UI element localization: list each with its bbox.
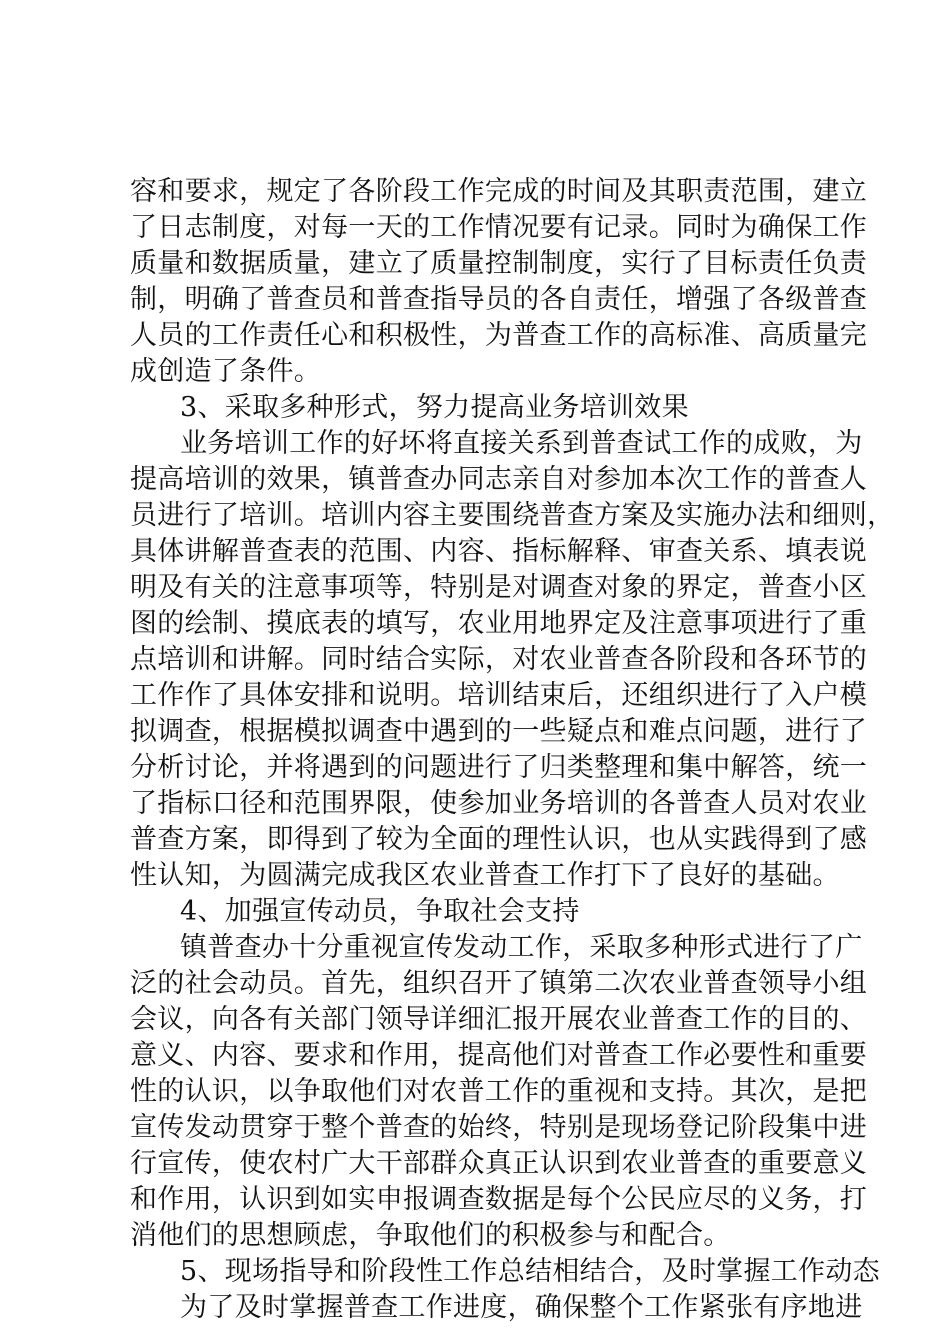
paragraph-line: 分析讨论，并将遇到的问题进行了归类整理和集中解答，统一 [130,752,868,783]
paragraph-line: 图的绘制、摸底表的填写，农业用地界定及注意事项进行了重 [130,608,868,639]
paragraph-line: 性的认识，以争取他们对农普工作的重视和支持。其次，是把 [130,1076,868,1107]
paragraph-line: 成创造了条件。 [130,356,322,387]
paragraph-line: 意义、内容、要求和作用，提高他们对普查工作必要性和重要 [130,1040,868,1071]
paragraph-line: 工作作了具体安排和说明。培训结束后，还组织进行了入户模 [130,680,868,711]
paragraph-line: 制，明确了普查员和普查指导员的各自责任，增强了各级普查 [130,284,868,315]
paragraph-line: 提高培训的效果，镇普查办同志亲自对参加本次工作的普查人 [130,464,868,495]
paragraph-line: 了指标口径和范围界限，使参加业务培训的各普查人员对农业 [130,788,868,819]
paragraph-line: 泛的社会动员。首先，组织召开了镇第二次农业普查领导小组 [130,968,868,999]
paragraph-line: 为了及时掌握普查工作进度，确保整个工作紧张有序地进 [180,1292,863,1323]
paragraph-line: 容和要求，规定了各阶段工作完成的时间及其职责范围，建立 [130,176,868,207]
paragraph-line: 普查方案，即得到了较为全面的理性认识，也从实践得到了感 [130,824,868,855]
paragraph-line: 明及有关的注意事项等，特别是对调查对象的界定，普查小区 [130,572,868,603]
paragraph-line: 行宣传，使农村广大干部群众真正认识到农业普查的重要意义 [130,1148,868,1179]
paragraph-line: 了日志制度，对每一天的工作情况要有记录。同时为确保工作 [130,212,868,243]
paragraph-line: 业务培训工作的好坏将直接关系到普查试工作的成败，为 [180,428,863,459]
paragraph-line: 镇普查办十分重视宣传发动工作，采取多种形式进行了广 [180,932,863,963]
section-heading: 3、采取多种形式，努力提高业务培训效果 [180,392,689,423]
paragraph-line: 员进行了培训。培训内容主要围绕普查方案及实施办法和细则， [130,500,895,531]
paragraph-line: 会议，向各有关部门领导详细汇报开展农业普查工作的目的、 [130,1004,868,1035]
paragraph-line: 宣传发动贯穿于整个普查的始终，特别是现场登记阶段集中进 [130,1112,868,1143]
paragraph-line: 点培训和讲解。同时结合实际，对农业普查各阶段和各环节的 [130,644,868,675]
section-heading: 5、现场指导和阶段性工作总结相结合，及时掌握工作动态 [180,1256,880,1287]
paragraph-line: 拟调查，根据模拟调查中遇到的一些疑点和难点问题，进行了 [130,716,868,747]
paragraph-line: 质量和数据质量，建立了质量控制制度，实行了目标责任负责 [130,248,868,279]
paragraph-line: 消他们的思想顾虑，争取他们的积极参与和配合。 [130,1220,731,1251]
paragraph-line: 人员的工作责任心和积极性，为普查工作的高标准、高质量完 [130,320,868,351]
paragraph-line: 具体讲解普查表的范围、内容、指标解释、审查关系、填表说 [130,536,868,567]
paragraph-line: 和作用，认识到如实申报调查数据是每个公民应尽的义务，打 [130,1184,868,1215]
section-heading: 4、加强宣传动员，争取社会支持 [180,896,580,927]
paragraph-line: 性认知，为圆满完成我区农业普查工作打下了良好的基础。 [130,860,840,891]
